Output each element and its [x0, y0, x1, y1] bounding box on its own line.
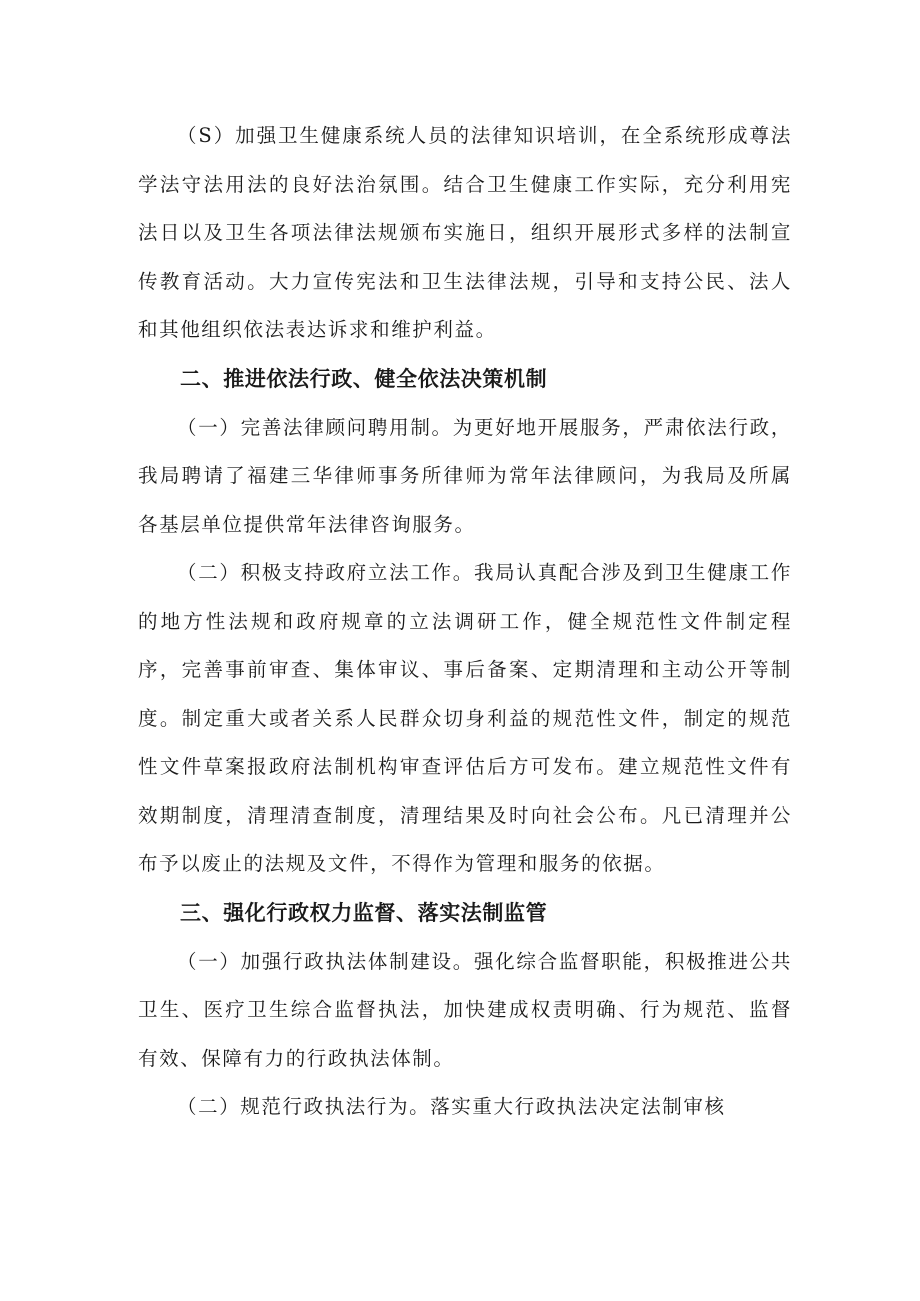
paragraph-legal-advisor: （一）完善法律顾问聘用制。为更好地开展服务，严肃依法行政，我局聘请了福建三华律师事务所律师为常年法律顾问，为我局及所属各基层单位提供常年法律咨询服务。	[138, 415, 792, 536]
paragraph-enforcement-behavior: （二）规范行政执法行为。落实重大行政执法决定法制审核	[177, 1095, 726, 1118]
section-heading-3: 三、强化行政权力监督、落实法制监管	[180, 900, 548, 925]
section-heading-2: 二、推进依法行政、健全依法决策机制	[180, 366, 548, 391]
paragraph-legislation-support: （二）积极支持政府立法工作。我局认真配合涉及到卫生健康工作的地方性法规和政府规章的立法调研工作，健全规范性文件制定程序，完善事前审查、集体审议、事后备案、定期清理和主动公开等制度。制定重大或者关系人民群众切身利益的规范性文件，制定的规范性文件草案报政府法制机构审查评估后方可发布。建立规范性文件有效期制度，清理清查制度，清理结果及时向社会公布。凡已清理并公布予以废止的法规及文件，不得作为管理和服务的依据。	[138, 561, 792, 875]
paragraph-training: （S）加强卫生健康系统人员的法律知识培训，在全系统形成尊法学法守法用法的良好法治氛围。结合卫生健康工作实际，充分利用宪法日以及卫生各项法律法规颁布实施日，组织开展形式多样的法制宣传教育活动。大力宣传宪法和卫生法律法规，引导和支持公民、法人和其他组织依法表达诉求和维护利益。	[138, 124, 792, 341]
document-body	[138, 112, 792, 1132]
paragraph-enforcement-system: （一）加强行政执法体制建设。强化综合监督职能，积极推进公共卫生、医疗卫生综合监督执法，加快建成权责明确、行为规范、监督有效、保障有力的行政执法体制。	[138, 949, 792, 1070]
